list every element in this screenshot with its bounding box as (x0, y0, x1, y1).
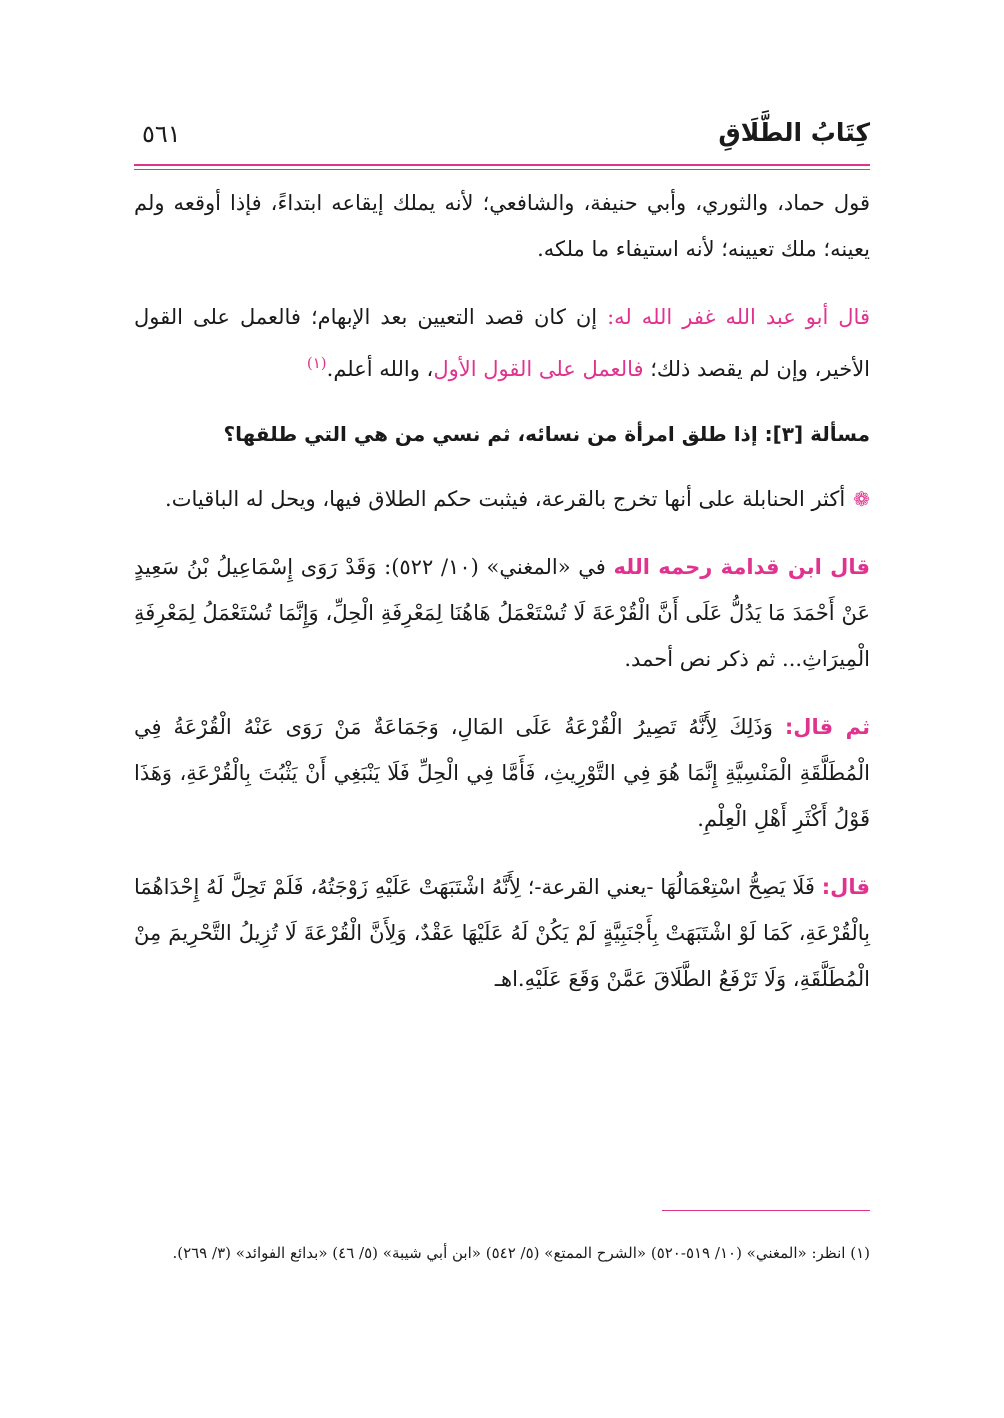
paragraph-4-text: في «المغني» (١٠/ ٥٢٢): وَقَدْ رَوَى إِسْمَاعِيلُ بْنُ سَعِيدٍ عَنْ أَحْمَدَ مَا يَدُلُّ عَلَى أَنَّ الْقُرْعَةَ لَا تُسْتَعْمَلُ هَاهُنَا لِمَعْرِفَةِ الْحِلِّ، وَإِنَّمَا تُسْتَعْمَلُ لِمَعْرِفَةِ الْمِيرَاثِ... ثم ذكر نص أحمد. (134, 555, 870, 671)
paragraph-4 (134, 544, 870, 682)
flower-ornament-icon: ❁ (853, 487, 870, 511)
header-rule (134, 164, 870, 166)
issue-heading: مسألة [٣]: إذا طلق امرأة من نسائه، ثم نسي من هي التي طلقها؟ (223, 422, 870, 446)
book-title: كِتَابُ الطَّلَاقِ (718, 118, 870, 147)
quote-lead-said: قال: (821, 875, 870, 899)
quote-lead-then-said: ثم قال: (784, 715, 870, 739)
paragraph-1 (134, 180, 870, 272)
author-comment-lead: قال أبو عبد الله غفر الله له: (607, 305, 870, 329)
main-content (134, 180, 870, 1024)
paragraph-6 (134, 864, 870, 1002)
footnote-1: (١) انظر: «المغني» (١٠/ ٥١٩-٥٢٠) «الشرح الممتع» (٥/ ٥٤٢) «ابن أبي شيبة» (٥/ ٤٦) «بدائع الفوائد» (٣/ ٢٦٩). (172, 1244, 870, 1262)
footnote-ref-1[interactable]: (١) (306, 354, 327, 372)
paragraph-6-text: فَلَا يَصِحُّ اسْتِعْمَالُهَا -يعني القرعة-؛ لِأَنَّهُ اشْتَبَهَتْ عَلَيْهِ زَوْجَتُهُ، فَلَمْ تَحِلَّ لَهُ إِحْدَاهُمَا بِالْقُرْعَةِ، كَمَا لَوْ اشْتَبَهَتْ بِأَجْنَبِيَّةٍ لَمْ يَكُنْ لَهُ عَلَيْهَا عَقْدٌ، وَلِأَنَّ الْقُرْعَةَ لَا تُزِيلُ التَّحْرِيمَ مِنْ الْمُطَلَّقَةِ، وَلَا تَرْفَعُ الطَّلَاقَ عَمَّنْ وَقَعَ عَلَيْهِ.اهـ (134, 875, 870, 991)
paragraph-3-text: أكثر الحنابلة على أنها تخرج بالقرعة، فيثبت حكم الطلاق فيها، ويحل له الباقيات. (165, 487, 846, 511)
paragraph-5 (134, 704, 870, 842)
paragraph-2-highlight: فالعمل على القول الأول (433, 357, 644, 381)
paragraph-2-text-b: ، والله أعلم. (326, 357, 434, 381)
paragraph-1-text: قول حماد، والثوري، وأبي حنيفة، والشافعي؛ لأنه يملك إيقاعه ابتداءً، فإذا أوقعه ولم يعينه؛ ملك تعيينه؛ لأنه استيفاء ما ملكه. (134, 191, 870, 261)
paragraph-2 (134, 294, 870, 392)
paragraph-5-text: وَذَلِكَ لِأَنَّهُ تَصِيرُ الْقُرْعَةُ عَلَى المَالِ، وَجَمَاعَةٌ مَنْ رَوَى عَنْهُ الْقُرْعَةُ فِي الْمُطَلَّقَةِ الْمَنْسِيَّةِ إِنَّمَا هُوَ فِي التَّوْرِيثِ، فَأَمَّا فِي الْحِلِّ فَلَا يَنْبَغِي أَنْ يَثْبُتَ بِالْقُرْعَةِ، وَهَذَا قَوْلُ أَكْثَرِ أَهْلِ الْعِلْمِ. (134, 715, 870, 831)
page-number: ٥٦١ (142, 120, 181, 148)
quote-lead-ibn-qudama: قال ابن قدامة رحمه الله (613, 555, 870, 579)
paragraph-3 (134, 476, 870, 522)
footnote-rule (662, 1210, 870, 1211)
page-header (134, 118, 870, 162)
header-rule-thin (134, 169, 870, 170)
paragraph-2-text-a: إن كان قصد التعيين بعد الإبهام؛ فالعمل على القول الأخير، وإن لم يقصد ذلك؛ (134, 305, 870, 381)
